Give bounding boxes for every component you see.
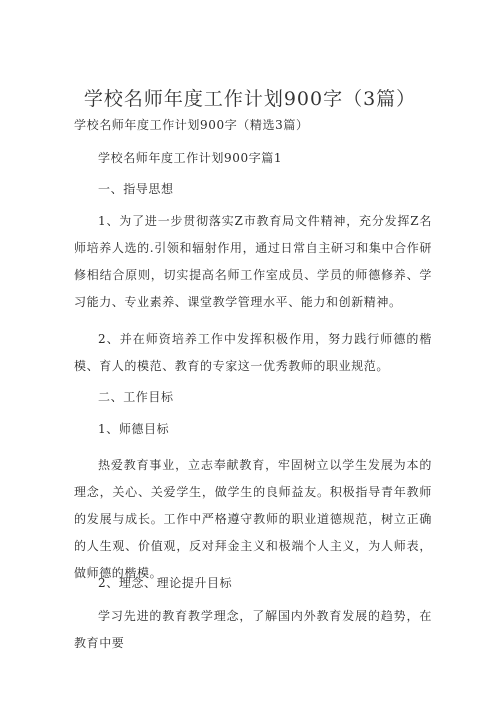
section-title: 学校名师年度工作计划900字篇1 — [98, 151, 283, 165]
document-title: 学校名师年度工作计划900字（3篇） — [83, 88, 417, 110]
heading-ethics-goal: 1、师德目标 — [98, 422, 170, 436]
paragraph-4: 学习先进的教育教学理念，了解国内外教育发展的趋势，在教育中要 — [74, 609, 432, 650]
heading-work-goals: 二、工作目标 — [98, 390, 174, 404]
paragraph-2: 2、并在师资培养工作中发挥积极作用，努力践行师德的楷模、育人的模范、教育的专家这一优秀教师的职业规范。 — [74, 332, 432, 373]
paragraph-3: 热爱教育事业，立志奉献教育，牢固树立以学生发展为本的理念，关心、关爱学生，做学生的良师益友。积极指导青年教师的发展与成长。工作中严格遵守教师的职业道德规范，树立正确的人生观、价值观，反对拜金主义和极端个人主义，为人师表，做师德的楷模。 — [74, 458, 432, 580]
heading-guiding-thought: 一、指导思想 — [98, 182, 174, 196]
heading-theory-goal: 2、理念、理论提升目标 — [98, 576, 233, 590]
document-subtitle: 学校名师年度工作计划900字（精选3篇） — [74, 118, 309, 132]
paragraph-1: 1、为了进一步贯彻落实Z市教育局文件精神，充分发挥Z名师培养人选的.引领和辐射作用，通过日常自主研习和集中合作研修相结合原则，切实提高名师工作室成员、学员的师德修养、学习能力、专业素养、课堂教学管理水平、能力和创新精神。 — [74, 214, 432, 309]
